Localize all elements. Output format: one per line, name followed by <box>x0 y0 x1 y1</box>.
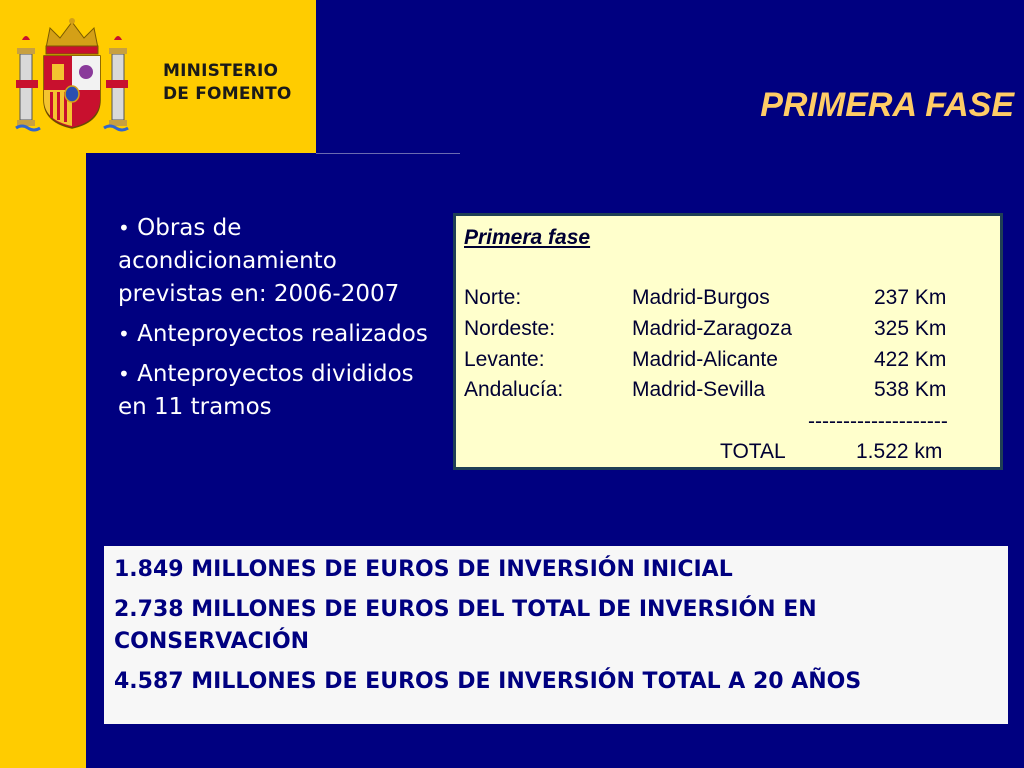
investment-line: 2.738 MILLONES DE EUROS DEL TOTAL DE INVERSIÓN EN CONSERVACIÓN <box>114 597 817 654</box>
route-region: Andalucía: <box>464 378 564 401</box>
bullet-marker: • <box>118 322 130 346</box>
route-name: Madrid-Burgos <box>632 286 770 309</box>
route-name: Madrid-Sevilla <box>632 378 766 401</box>
investment-line: 1.849 MILLONES DE EUROS DE INVERSIÓN INICIAL <box>114 557 733 582</box>
bullet-item <box>118 212 448 311</box>
investment-summary-box <box>104 546 1008 724</box>
investment-line: 4.587 MILLONES DE EUROS DE INVERSIÓN TOTAL A 20 AÑOS <box>114 669 862 694</box>
ministry-name-line2: DE FOMENTO <box>163 84 292 104</box>
route-length: 325 Km <box>874 317 947 340</box>
total-label: TOTAL <box>720 440 786 463</box>
total-value: 1.522 km <box>856 440 943 463</box>
route-length: 422 Km <box>874 348 947 371</box>
route-length: 237 Km <box>874 286 947 309</box>
bullet-item <box>118 358 448 424</box>
route-region: Norte: <box>464 286 522 309</box>
route-name: Madrid-Alicante <box>632 348 778 371</box>
bullet-marker: • <box>118 362 130 386</box>
bullet-list <box>118 212 448 431</box>
route-summary-title: Primera fase <box>464 226 591 249</box>
route-summary-box <box>453 213 1003 470</box>
route-region: Levante: <box>464 348 545 371</box>
bullet-text: Anteproyectos divididos en 11 tramos <box>118 361 414 420</box>
route-name: Madrid-Zaragoza <box>632 317 792 340</box>
total-separator: -------------------- <box>808 410 948 433</box>
bullet-item <box>118 318 448 351</box>
spanish-coat-of-arms-icon <box>14 14 130 136</box>
bullet-text: Anteproyectos realizados <box>137 321 428 347</box>
route-region: Nordeste: <box>464 317 556 340</box>
ministry-name <box>163 60 292 106</box>
bullet-marker: • <box>118 216 130 240</box>
ministry-logo-area <box>0 0 316 153</box>
bullet-text: Obras de acondicionamiento previstas en: 2006-2007 <box>118 215 400 307</box>
header-divider <box>316 153 460 154</box>
ministry-name-line1: MINISTERIO <box>163 61 279 81</box>
route-length: 538 Km <box>874 378 947 401</box>
page-title: PRIMERA FASE <box>760 86 1014 124</box>
